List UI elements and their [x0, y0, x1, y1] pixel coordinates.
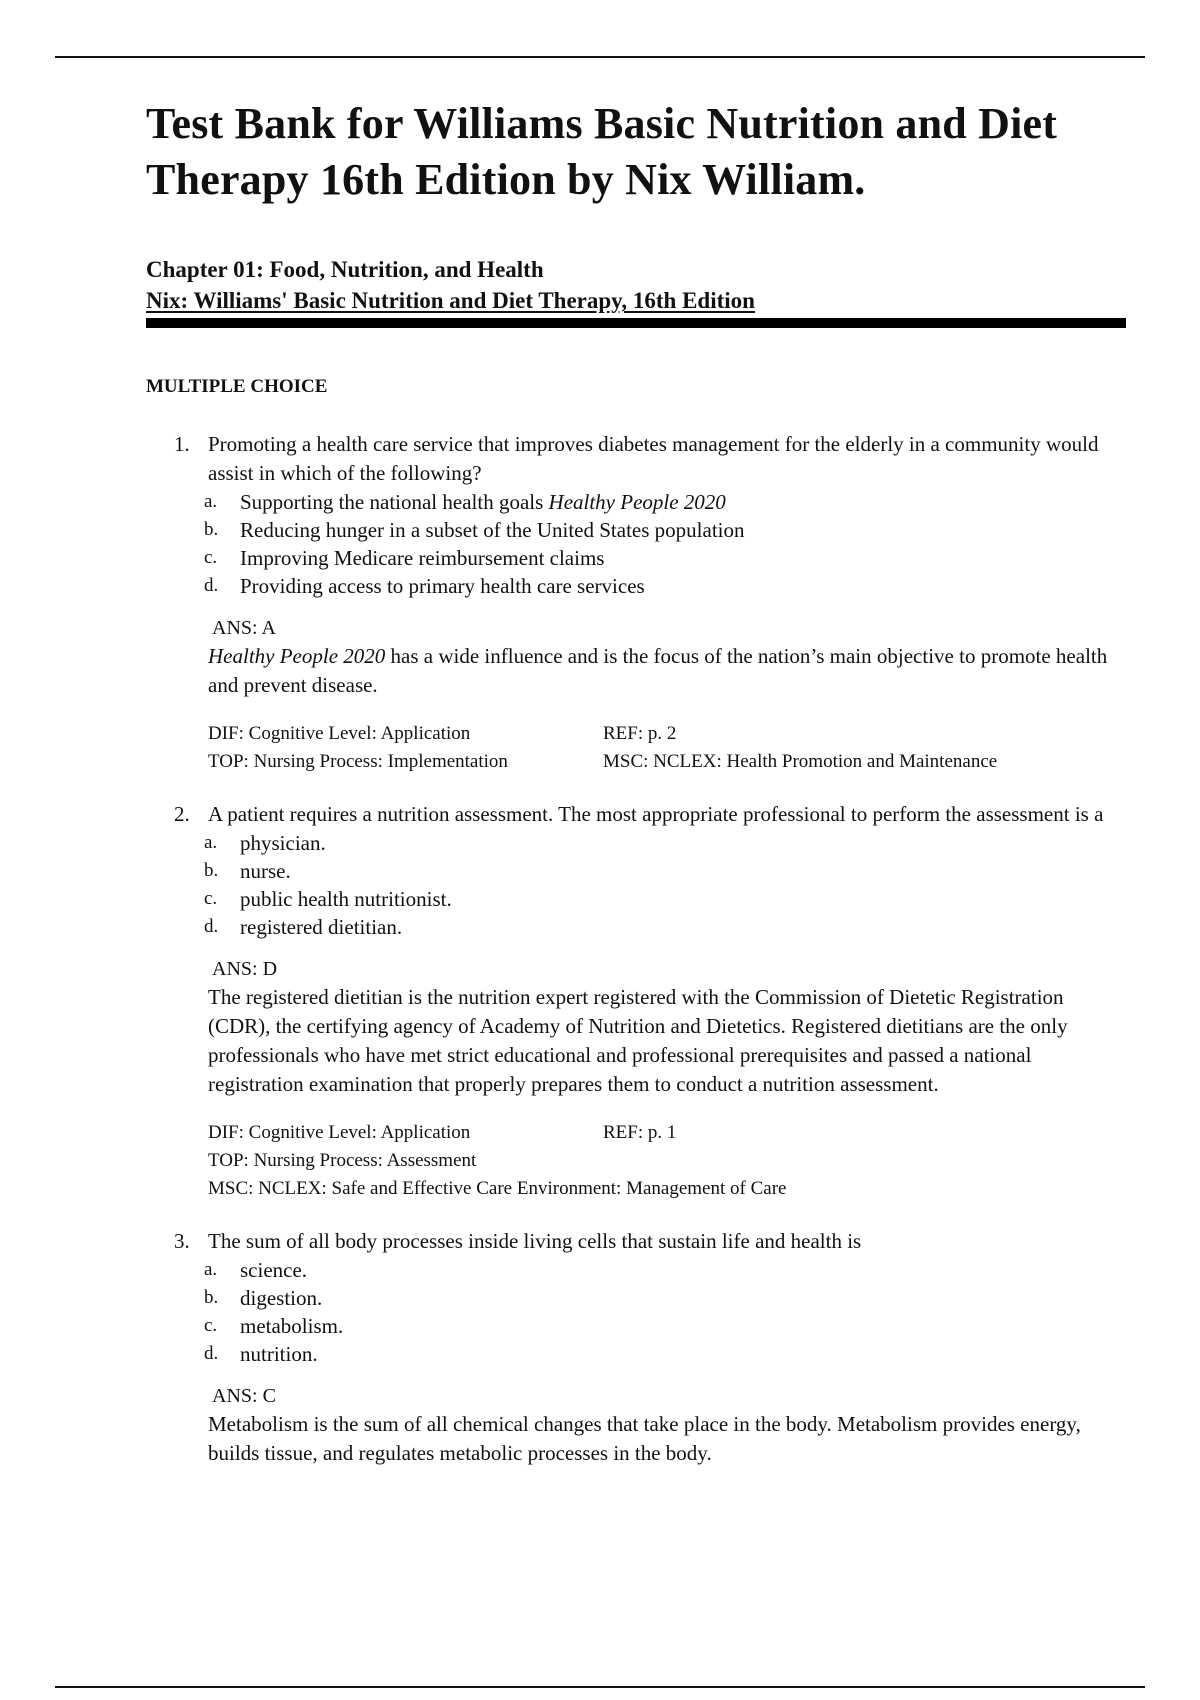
- option-letter: d.: [204, 916, 219, 937]
- question-metadata: [146, 1119, 1146, 1203]
- rationale: The registered dietitian is the nutrition expert registered with the Commission of Dietetic Registration (CDR), the certifying agency of Academy of Nutrition and Dietetics. Registered dietitians are the only professionals who have met strict educational and professional prerequisites and passed a national registration examination that properly prepares them to conduct a nutrition assessment.: [208, 985, 1068, 1096]
- answer-key: ANS: D: [212, 958, 278, 980]
- answer-option: [146, 572, 1146, 600]
- option-text: Reducing hunger in a subset of the United States population: [240, 518, 745, 542]
- option-text: Improving Medicare reimbursement claims: [240, 546, 605, 570]
- option-letter: a.: [204, 491, 218, 512]
- option-letter: c.: [204, 888, 218, 909]
- option-text: public health nutritionist.: [240, 887, 452, 911]
- reference: REF: p. 1: [603, 1122, 677, 1143]
- option-letter: c.: [204, 547, 218, 568]
- answer-key: ANS: A: [212, 617, 276, 639]
- question-list: [146, 430, 1146, 1468]
- option-letter: b.: [204, 860, 219, 881]
- difficulty: DIF: Cognitive Level: Application: [208, 1122, 471, 1143]
- answer-option: [146, 829, 1146, 857]
- option-letter: d.: [204, 575, 219, 596]
- option-text: science.: [240, 1258, 308, 1282]
- answer-option: [146, 885, 1146, 913]
- option-letter: a.: [204, 1259, 218, 1280]
- topic: TOP: Nursing Process: Assessment: [208, 1150, 477, 1171]
- top-rule: [55, 56, 1145, 58]
- option-text: nutrition.: [240, 1342, 318, 1366]
- heading-divider: [146, 318, 1126, 328]
- msc: MSC: NCLEX: Health Promotion and Maintenance: [603, 751, 998, 772]
- option-text: Supporting the national health goals: [240, 490, 549, 514]
- option-text: digestion.: [240, 1286, 323, 1310]
- rationale-italic: Healthy People 2020: [208, 644, 386, 668]
- answer-option: [146, 1284, 1146, 1312]
- msc: MSC: NCLEX: Safe and Effective Care Environment: Management of Care: [208, 1178, 787, 1199]
- question-item: [146, 430, 1146, 776]
- option-letter: d.: [204, 1343, 219, 1364]
- section-heading: MULTIPLE CHOICE: [146, 376, 328, 397]
- question-number: 1.: [174, 432, 190, 456]
- answer-option: [146, 1340, 1146, 1368]
- answer-option: [146, 1312, 1146, 1340]
- question-metadata: [146, 720, 1146, 776]
- answer-option: [146, 1256, 1146, 1284]
- question-text: Promoting a health care service that improves diabetes management for the elderly in a community would assist in which of the following?: [208, 432, 1099, 485]
- document-page: [146, 96, 1146, 1468]
- question-text: A patient requires a nutrition assessment. The most appropriate professional to perform the assessment is a: [208, 802, 1104, 826]
- question-stem: [146, 1227, 1108, 1256]
- question-item: [146, 800, 1146, 1203]
- rationale: Metabolism is the sum of all chemical changes that take place in the body. Metabolism provides energy, builds tissue, and regulates metabolic processes in the body.: [208, 1412, 1081, 1465]
- option-text: physician.: [240, 831, 326, 855]
- book-subtitle: Nix: Williams' Basic Nutrition and Diet Therapy, 16th Edition: [146, 288, 755, 313]
- bottom-rule: [55, 1686, 1145, 1688]
- rationale: [146, 642, 1108, 700]
- question-item: [146, 1227, 1146, 1468]
- page-title: Test Bank for Williams Basic Nutrition and Diet Therapy 16th Edition by Nix William.: [146, 99, 1058, 204]
- answer-option: [146, 488, 1146, 516]
- option-letter: a.: [204, 832, 218, 853]
- option-letter: b.: [204, 1287, 219, 1308]
- answer-option: [146, 516, 1146, 544]
- topic: TOP: Nursing Process: Implementation: [208, 751, 508, 772]
- chapter-heading: Chapter 01: Food, Nutrition, and Health: [146, 257, 544, 282]
- option-letter: b.: [204, 519, 219, 540]
- option-text: metabolism.: [240, 1314, 344, 1338]
- rationale-text: has a wide influence and is the focus of the nation’s main objective to promote health and prevent disease.: [208, 644, 1108, 697]
- option-text: Providing access to primary health care services: [240, 574, 645, 598]
- question-number: 3.: [174, 1229, 190, 1253]
- question-text: The sum of all body processes inside living cells that sustain life and health is: [208, 1229, 862, 1253]
- reference: REF: p. 2: [603, 723, 677, 744]
- question-stem: [146, 800, 1108, 829]
- option-text: nurse.: [240, 859, 291, 883]
- option-letter: c.: [204, 1315, 218, 1336]
- question-number: 2.: [174, 802, 190, 826]
- answer-option: [146, 544, 1146, 572]
- option-italic-text: Healthy People 2020: [548, 490, 726, 514]
- answer-option: [146, 857, 1146, 885]
- answer-key: ANS: C: [212, 1385, 276, 1407]
- difficulty: DIF: Cognitive Level: Application: [208, 723, 471, 744]
- option-text: registered dietitian.: [240, 915, 403, 939]
- answer-option: [146, 913, 1146, 941]
- question-stem: [146, 430, 1108, 488]
